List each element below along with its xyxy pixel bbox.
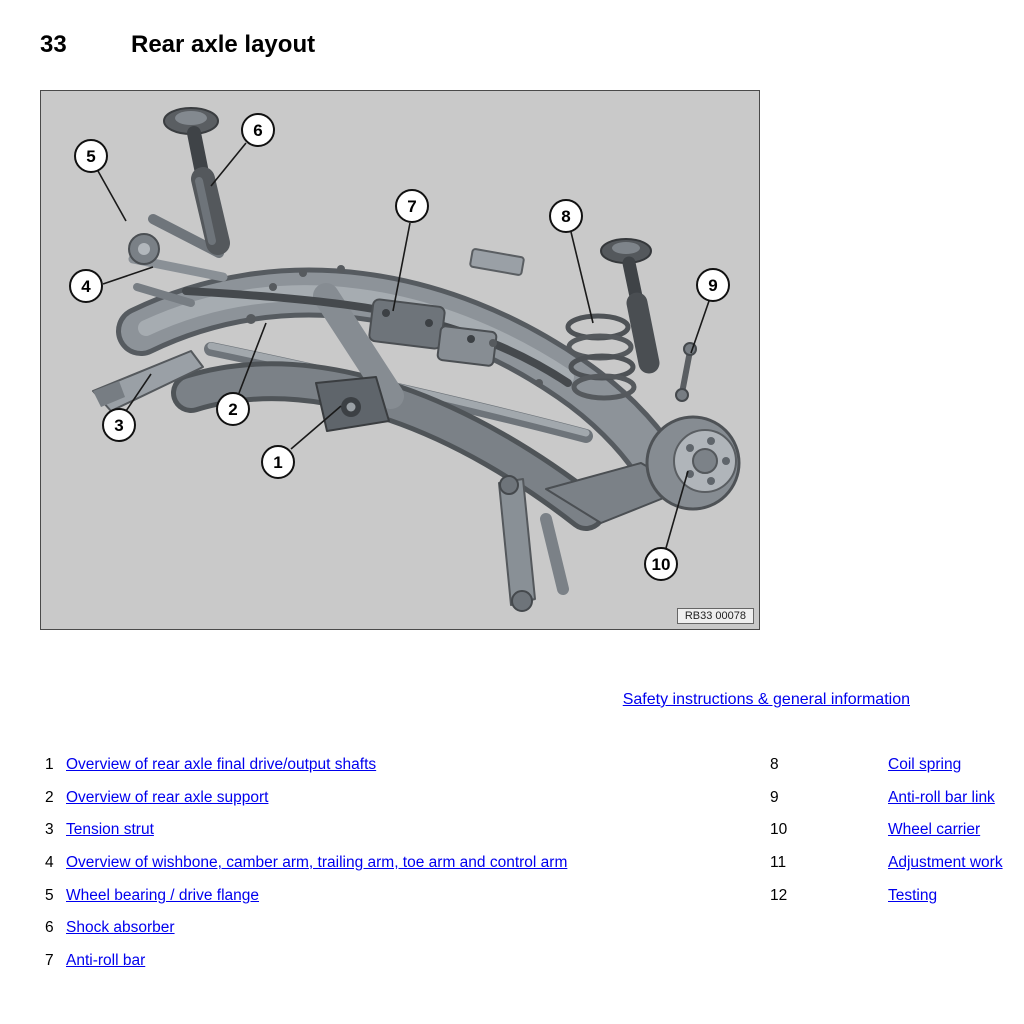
legend-number-6: 6 — [45, 919, 54, 937]
figure-code: RB33 00078 — [677, 608, 754, 624]
legend-row-2 — [45, 789, 770, 822]
callout-6: 6 — [241, 113, 275, 147]
callout-7: 7 — [395, 189, 429, 223]
page-title — [40, 31, 315, 59]
legend-row-1 — [45, 756, 770, 789]
legend-row-10 — [770, 821, 1010, 854]
legend-row-6 — [45, 919, 770, 952]
legend-row-9 — [770, 789, 1010, 822]
legend — [45, 756, 1010, 985]
callout-2: 2 — [216, 392, 250, 426]
legend-number-3: 3 — [45, 821, 54, 839]
legend-number-12: 12 — [770, 886, 788, 904]
legend-row-8 — [770, 756, 1010, 789]
legend-row-7 — [45, 952, 770, 985]
legend-link-anti-roll-bar[interactable]: Anti-roll bar — [66, 952, 146, 970]
callout-4: 4 — [69, 269, 103, 303]
legend-number-2: 2 — [45, 788, 54, 806]
legend-number-9: 9 — [770, 788, 779, 806]
legend-link-anti-roll-bar-link[interactable]: Anti-roll bar link — [888, 788, 995, 806]
legend-link-adjustment-work[interactable]: Adjustment work — [888, 854, 1003, 872]
legend-link-wishbone-overview[interactable]: Overview of wishbone, camber arm, trailing arm, toe arm and control arm — [66, 854, 568, 872]
legend-link-wheel-carrier[interactable]: Wheel carrier — [888, 821, 981, 839]
legend-row-12 — [770, 887, 1010, 920]
legend-link-rear-axle-support[interactable]: Overview of rear axle support — [66, 788, 269, 806]
legend-number-10: 10 — [770, 821, 788, 839]
callout-5: 5 — [74, 139, 108, 173]
legend-number-11: 11 — [770, 854, 787, 872]
legend-left-column — [45, 756, 770, 985]
callout-3: 3 — [102, 408, 136, 442]
legend-link-wheel-bearing-drive-flange[interactable]: Wheel bearing / drive flange — [66, 886, 260, 904]
legend-number-5: 5 — [45, 886, 54, 904]
figure-box — [40, 90, 760, 630]
section-number: 33 — [40, 31, 67, 58]
callout-8: 8 — [549, 199, 583, 233]
legend-row-4 — [45, 854, 770, 887]
section-title: Rear axle layout — [131, 31, 316, 58]
legend-link-tension-strut[interactable]: Tension strut — [66, 821, 154, 839]
legend-number-8: 8 — [770, 756, 779, 773]
legend-row-3 — [45, 821, 770, 854]
legend-number-4: 4 — [45, 854, 54, 872]
legend-number-1: 1 — [45, 756, 54, 773]
legend-right-column — [770, 756, 1010, 985]
legend-row-5 — [45, 887, 770, 920]
legend-number-7: 7 — [45, 952, 54, 970]
safety-instructions-link[interactable]: Safety instructions & general information — [622, 691, 910, 708]
callout-9: 9 — [696, 268, 730, 302]
safety-instructions-row — [0, 691, 910, 709]
legend-link-shock-absorber[interactable]: Shock absorber — [66, 919, 175, 937]
legend-row-11 — [770, 854, 1010, 887]
callout-10: 10 — [644, 547, 678, 581]
legend-link-testing[interactable]: Testing — [888, 886, 938, 904]
legend-link-final-drive-output-shafts[interactable]: Overview of rear axle final drive/output shafts — [66, 756, 377, 773]
callout-1: 1 — [261, 445, 295, 479]
legend-link-coil-spring[interactable]: Coil spring — [888, 756, 962, 773]
